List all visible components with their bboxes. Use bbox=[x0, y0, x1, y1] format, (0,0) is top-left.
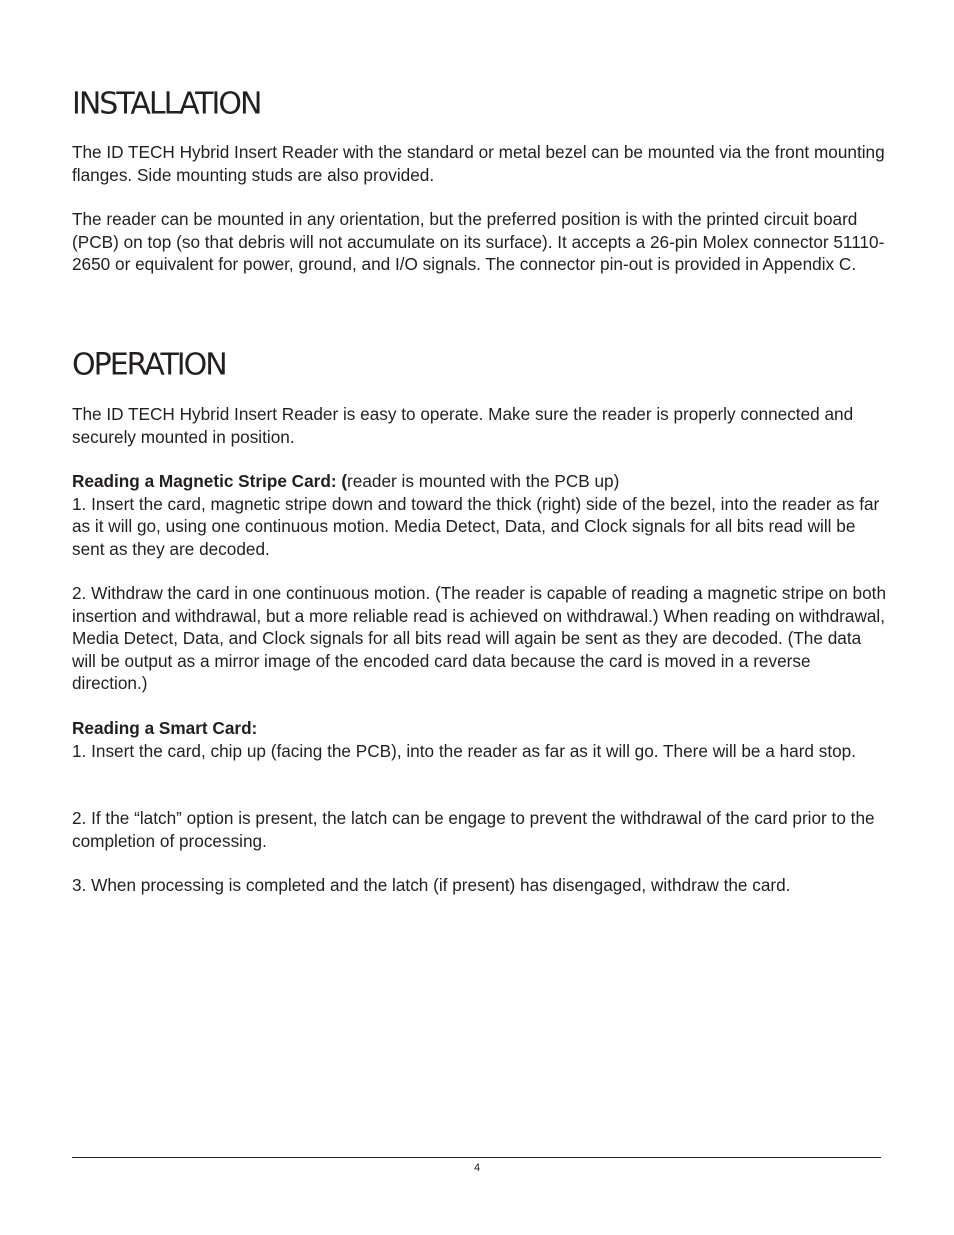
operation-intro: The ID TECH Hybrid Insert Reader is easy to operate. Make sure the reader is properly connected and securely mounted in position. bbox=[72, 404, 854, 447]
footer-divider bbox=[72, 1157, 881, 1158]
smart-card-step-1: 1. Insert the card, chip up (facing the PCB), into the reader as far as it will go. There will be a hard stop. bbox=[72, 740, 857, 761]
magnetic-stripe-label-note: reader is mounted with the PCB up) bbox=[347, 471, 620, 491]
magnetic-stripe-label: Reading a Magnetic Stripe Card: ( bbox=[72, 471, 348, 491]
magnetic-stripe-section bbox=[72, 470, 887, 560]
installation-heading: INSTALLATION bbox=[72, 86, 261, 122]
operation-heading: OPERATION bbox=[72, 347, 226, 383]
smart-card-section bbox=[72, 717, 887, 762]
smart-card-step-2: 2. If the “latch” option is present, the latch can be engage to prevent the withdrawal of the card prior to the completion of processing. bbox=[72, 808, 875, 851]
magnetic-stripe-step-1: 1. Insert the card, magnetic stripe down and toward the thick (right) side of the bezel, into the reader as far as it will go, using one continuous motion. Media Detect, Data, and Clock signals for all bits read will be sent as they are decoded. bbox=[72, 493, 880, 559]
page-number: 4 bbox=[473, 1162, 481, 1174]
smart-card-label: Reading a Smart Card: bbox=[72, 718, 258, 738]
installation-paragraph-orientation: The reader can be mounted in any orientation, but the preferred position is with the printed circuit board (PCB) on top (so that debris will not accumulate on its surface). It accepts a 26-pin Molex connector 51110-2650 or equivalent for power, ground, and I/O signals. The connector pin-out is provided in Appendix C. bbox=[72, 209, 885, 274]
smart-card-step-3: 3. When processing is completed and the latch (if present) has disengaged, withdraw the card. bbox=[72, 875, 791, 895]
magnetic-stripe-step-2: 2. Withdraw the card in one continuous motion. (The reader is capable of reading a magnetic stripe on both insertion and withdrawal, but a more reliable read is achieved on withdrawal.) When reading on withdrawal, Media Detect, Data, and Clock signals for all bits read will again be sent as they are decoded. (The data will be output as a mirror image of the encoded card data because the card is moved in a reverse direction.) bbox=[72, 583, 887, 693]
installation-paragraph-mounting: The ID TECH Hybrid Insert Reader with the standard or metal bezel can be mounted via the front mounting flanges. Side mounting studs are also provided. bbox=[72, 142, 885, 185]
